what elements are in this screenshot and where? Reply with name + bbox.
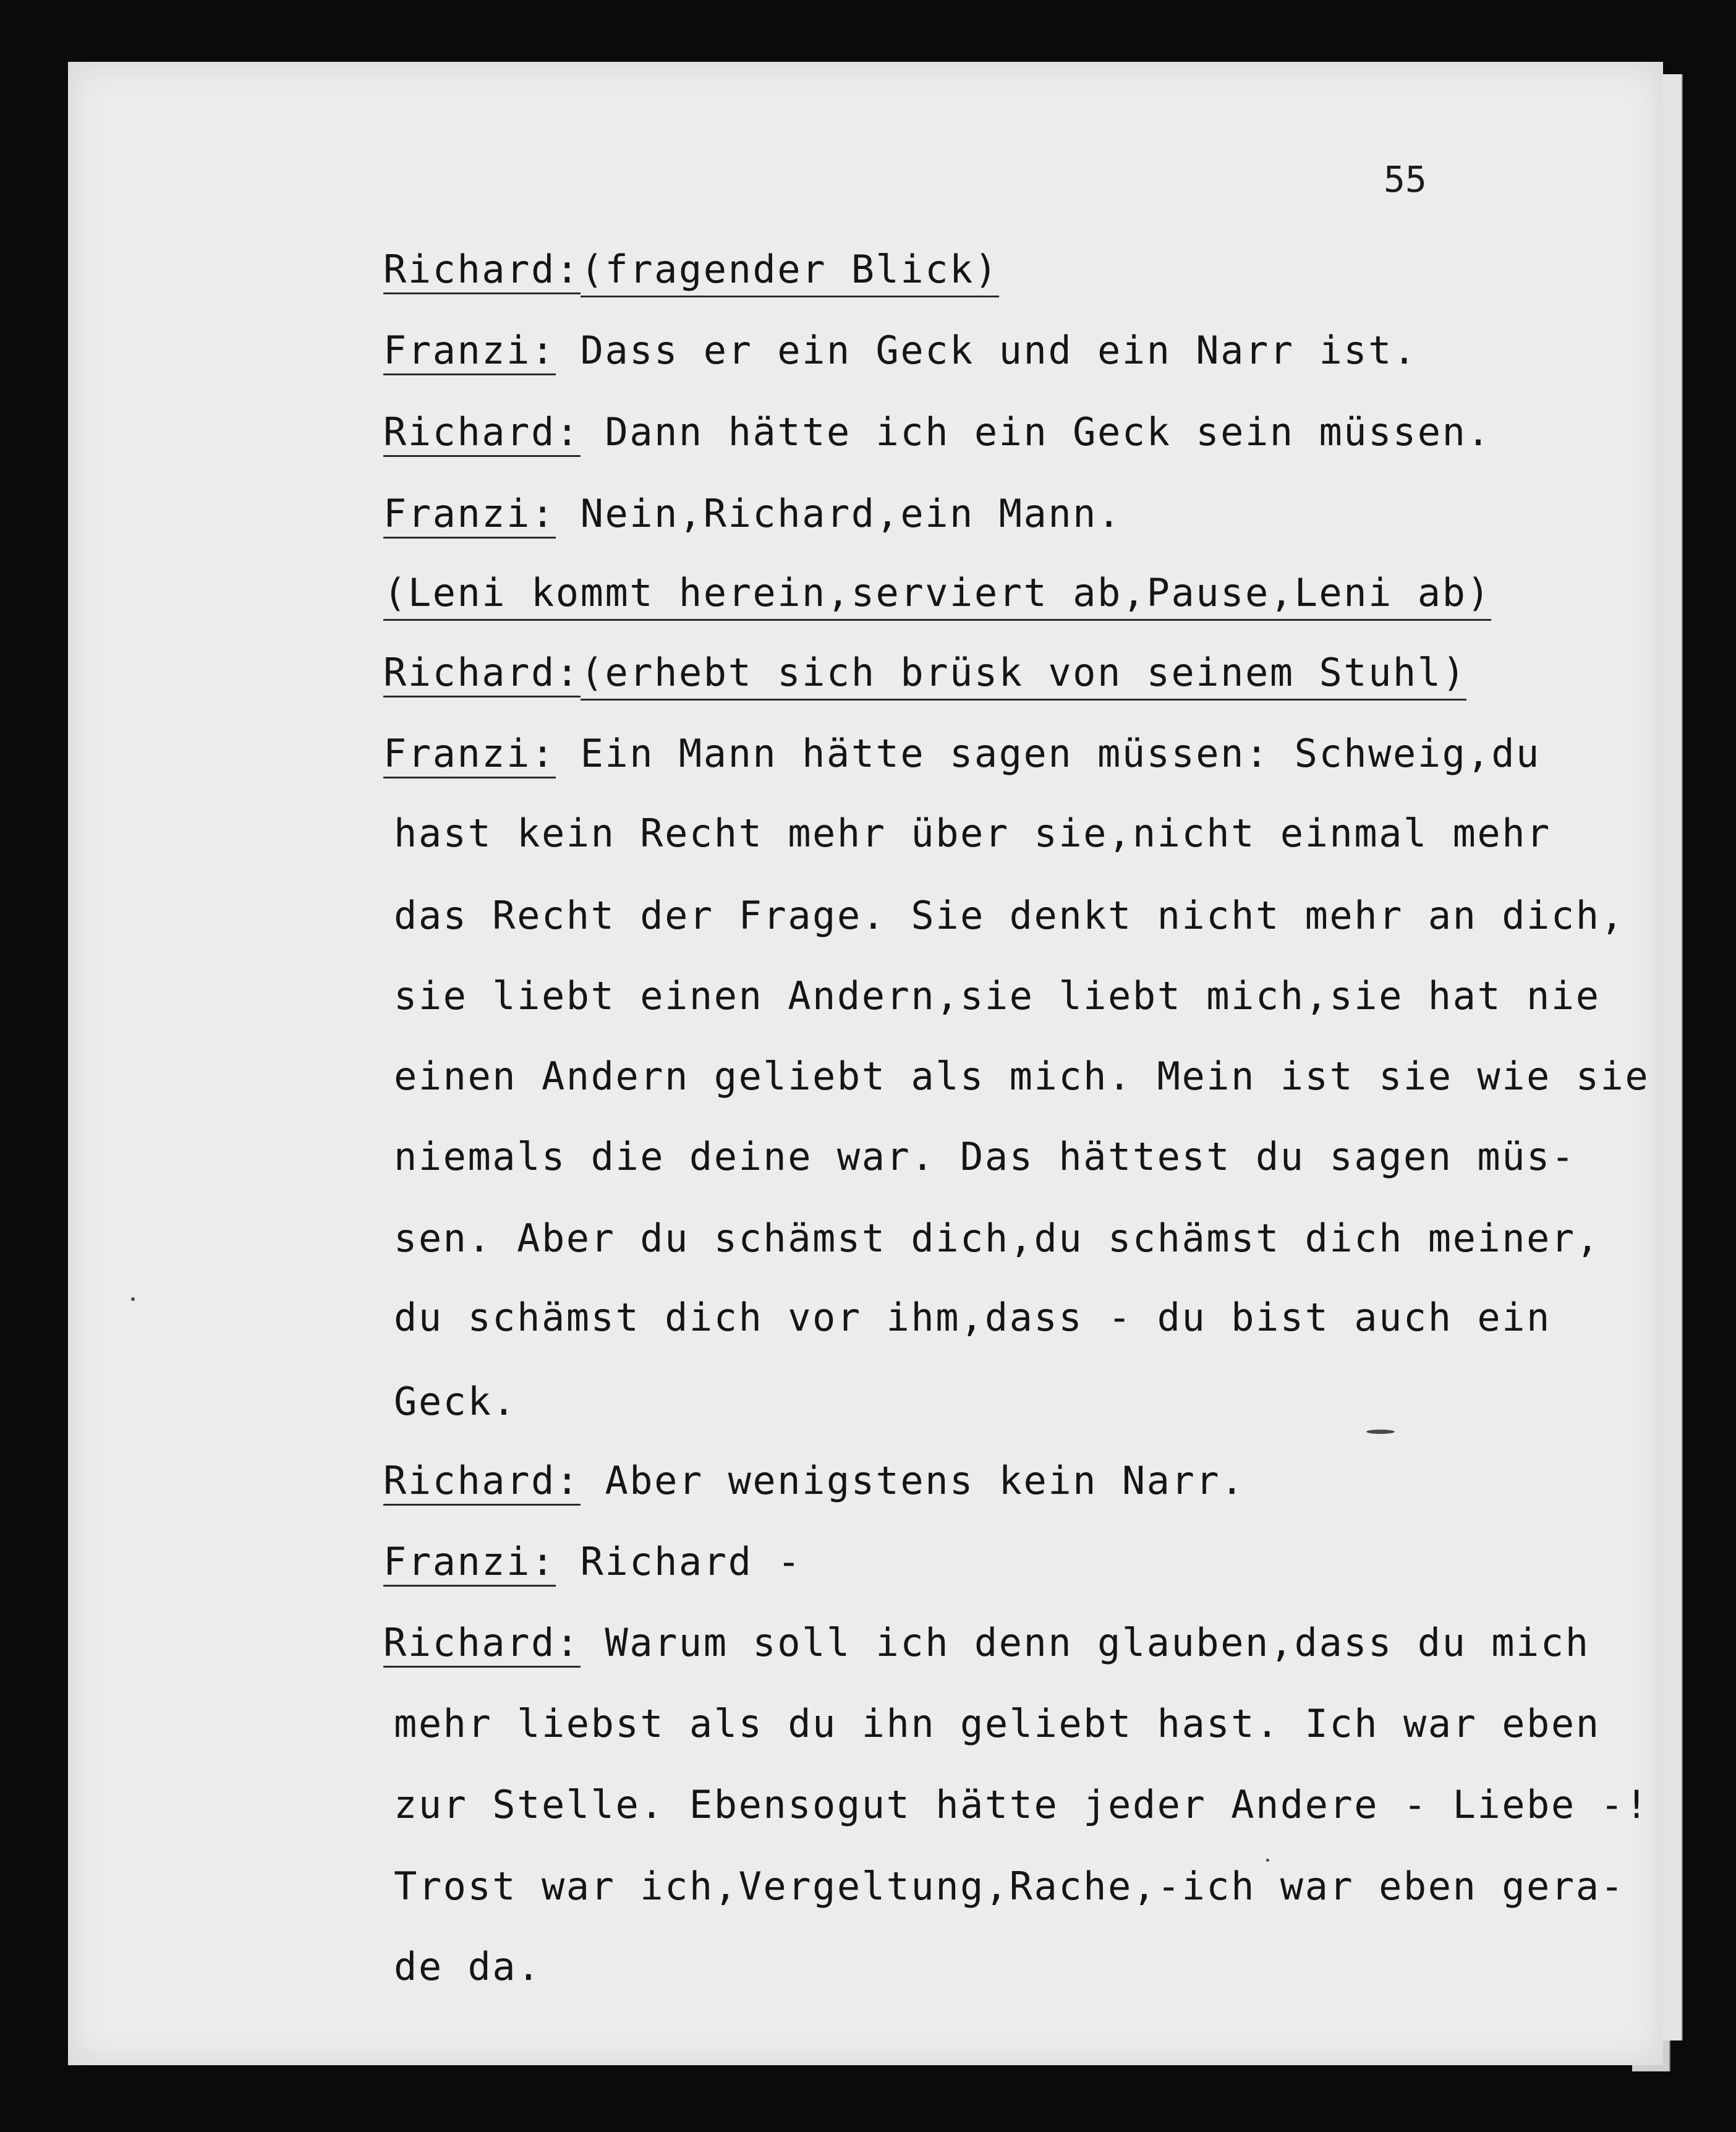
script-line-4 [383, 491, 1122, 539]
script-line-15: Geck. [394, 1379, 517, 1424]
speaker-label: Franzi: [383, 331, 556, 375]
script-line-16 [383, 1458, 1245, 1506]
scan-speck [131, 1297, 135, 1301]
page-number: 55 [1384, 158, 1427, 200]
script-line-18 [383, 1620, 1590, 1668]
dialogue-text: Dass er ein Geck und ein Narr ist. [555, 328, 1418, 373]
script-line-1 [383, 247, 999, 294]
stage-direction: (fragender Blick) [581, 247, 999, 297]
speaker-label: Franzi: [383, 735, 556, 778]
script-line-8: hast kein Recht mehr über sie,nicht einmal mehr [394, 811, 1551, 856]
dialogue-text: Richard - [555, 1539, 802, 1584]
dialogue-text: Warum soll ich denn glauben,dass du mich [580, 1620, 1590, 1665]
stage-direction: (Leni kommt herein,serviert ab,Pause,Leni ab) [383, 570, 1491, 621]
script-line-10: sie liebt einen Andern,sie liebt mich,sie hat nie [394, 973, 1601, 1018]
script-line-19: mehr liebst als du ihn geliebt hast. Ich war eben [394, 1701, 1601, 1746]
script-line-14: du schämst dich vor ihm,dass - du bist auch ein [394, 1295, 1551, 1340]
speaker-label: Richard: [383, 413, 581, 457]
script-line-3 [383, 409, 1492, 457]
scan-speck [1366, 1430, 1395, 1434]
script-line-17 [383, 1539, 802, 1587]
script-line-12: niemals die deine war. Das hättest du sagen müs- [394, 1134, 1576, 1179]
script-line-9: das Recht der Frage. Sie denkt nicht mehr an dich, [394, 893, 1625, 938]
script-line-5 [383, 570, 1492, 615]
speaker-label: Richard: [383, 1462, 581, 1506]
dialogue-text: Ein Mann hätte sagen müssen: Schweig,du [555, 731, 1541, 776]
script-line-2 [383, 328, 1418, 375]
script-line-22: de da. [394, 1944, 542, 1989]
script-line-7 [383, 731, 1541, 778]
dialogue-text: Dann hätte ich ein Geck sein müssen. [580, 409, 1492, 454]
dialogue-text: Aber wenigstens kein Narr. [580, 1458, 1245, 1503]
speaker-label: Franzi: [383, 1543, 556, 1587]
speaker-label: Richard: [383, 250, 581, 294]
script-line-13: sen. Aber du schämst dich,du schämst dich meiner, [394, 1216, 1601, 1261]
script-line-20: zur Stelle. Ebensogut hätte jeder Andere - Liebe -! [394, 1782, 1650, 1827]
script-line-6 [383, 650, 1467, 697]
dialogue-text: Nein,Richard,ein Mann. [555, 491, 1122, 536]
scan-speck [1266, 1859, 1269, 1862]
speaker-label: Franzi: [383, 495, 556, 539]
speaker-label: Richard: [383, 1624, 581, 1668]
script-line-11: einen Andern geliebt als mich. Mein ist sie wie sie [394, 1054, 1650, 1099]
stage-direction: (erhebt sich brüsk von seinem Stuhl) [581, 650, 1467, 701]
speaker-label: Richard: [383, 654, 581, 697]
script-line-21: Trost war ich,Vergeltung,Rache,-ich war eben gera- [394, 1864, 1625, 1909]
